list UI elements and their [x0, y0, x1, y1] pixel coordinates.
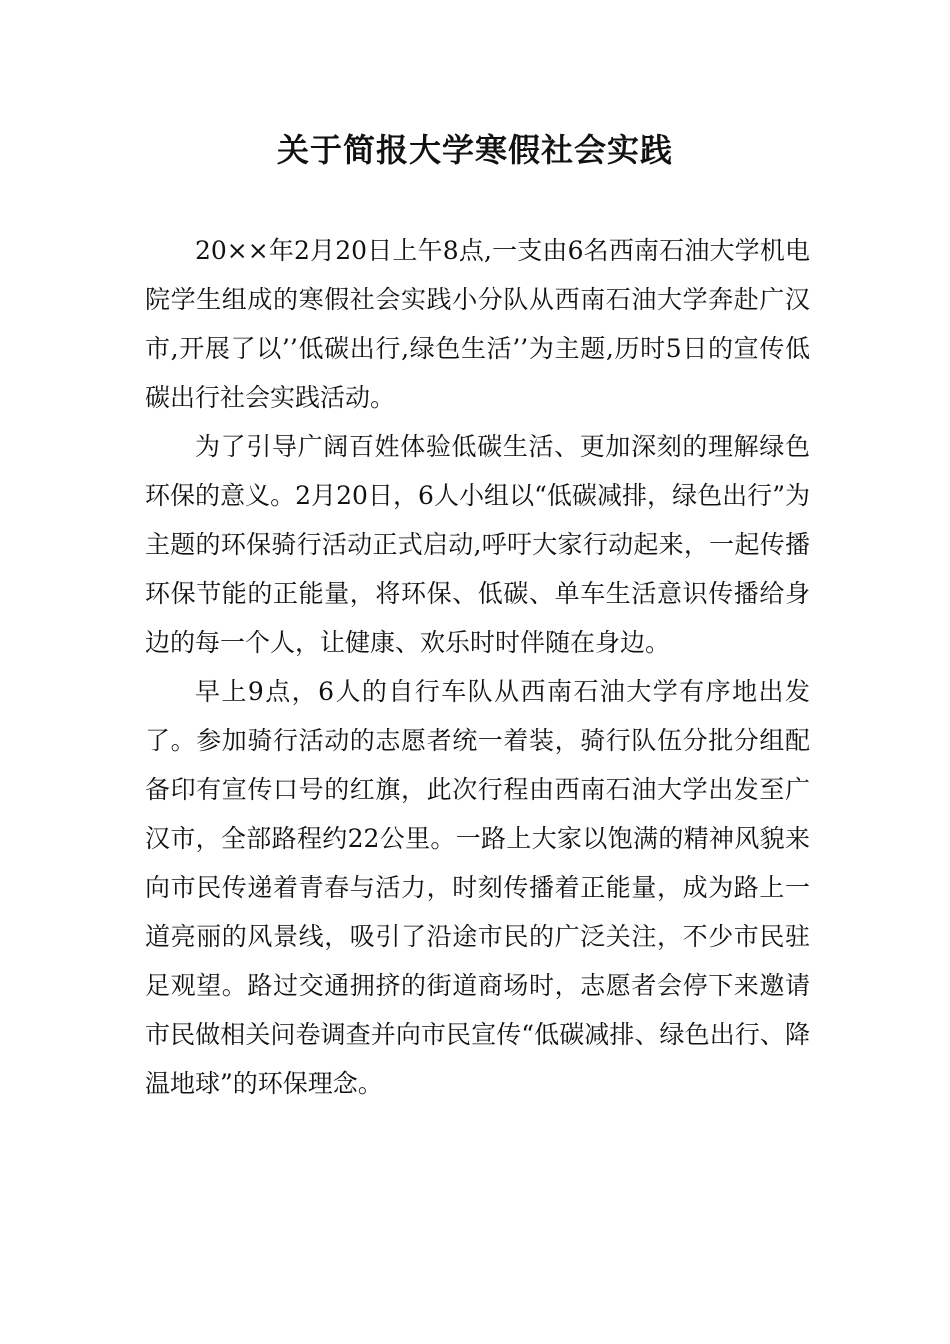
paragraph: 20××年2月20日上午8点,一支由6名西南石油大学机电院学生组成的寒假社会实践小分队从西南石油大学奔赴广汉市,开展了以’’低碳出行,绿色生活’’为主题,历时5日的宣传低碳出行社会实践活动。: [145, 236, 810, 412]
paragraph: 为了引导广阔百姓体验低碳生活、更加深刻的理解绿色环保的意义。2月20日，6人小组以“低碳减排，绿色出行”为主题的环保骑行活动正式启动,呼吁大家行动起来，一起传播环保节能的正能量，将环保、低碳、单车生活意识传播给身边的每一个人，让健康、欢乐时时伴随在身边。: [145, 432, 810, 657]
paragraph: 早上9点，6人的自行车队从西南石油大学有序地出发了。参加骑行活动的志愿者统一着装，骑行队伍分批分组配备印有宣传口号的红旗，此次行程由西南石油大学出发至广汉市，全部路程约22公里。一路上大家以饱满的精神风貌来向市民传递着青春与活力，时刻传播着正能量，成为路上一道亮丽的风景线，吸引了沿途市民的广泛关注，不少市民驻足观望。路过交通拥挤的街道商场时，志愿者会停下来邀请市民做相关问卷调查并向市民宣传“低碳减排、绿色出行、降温地球”的环保理念。: [145, 677, 810, 1098]
document-title: 关于简报大学寒假社会实践: [276, 131, 673, 169]
document-body: [145, 226, 810, 1108]
